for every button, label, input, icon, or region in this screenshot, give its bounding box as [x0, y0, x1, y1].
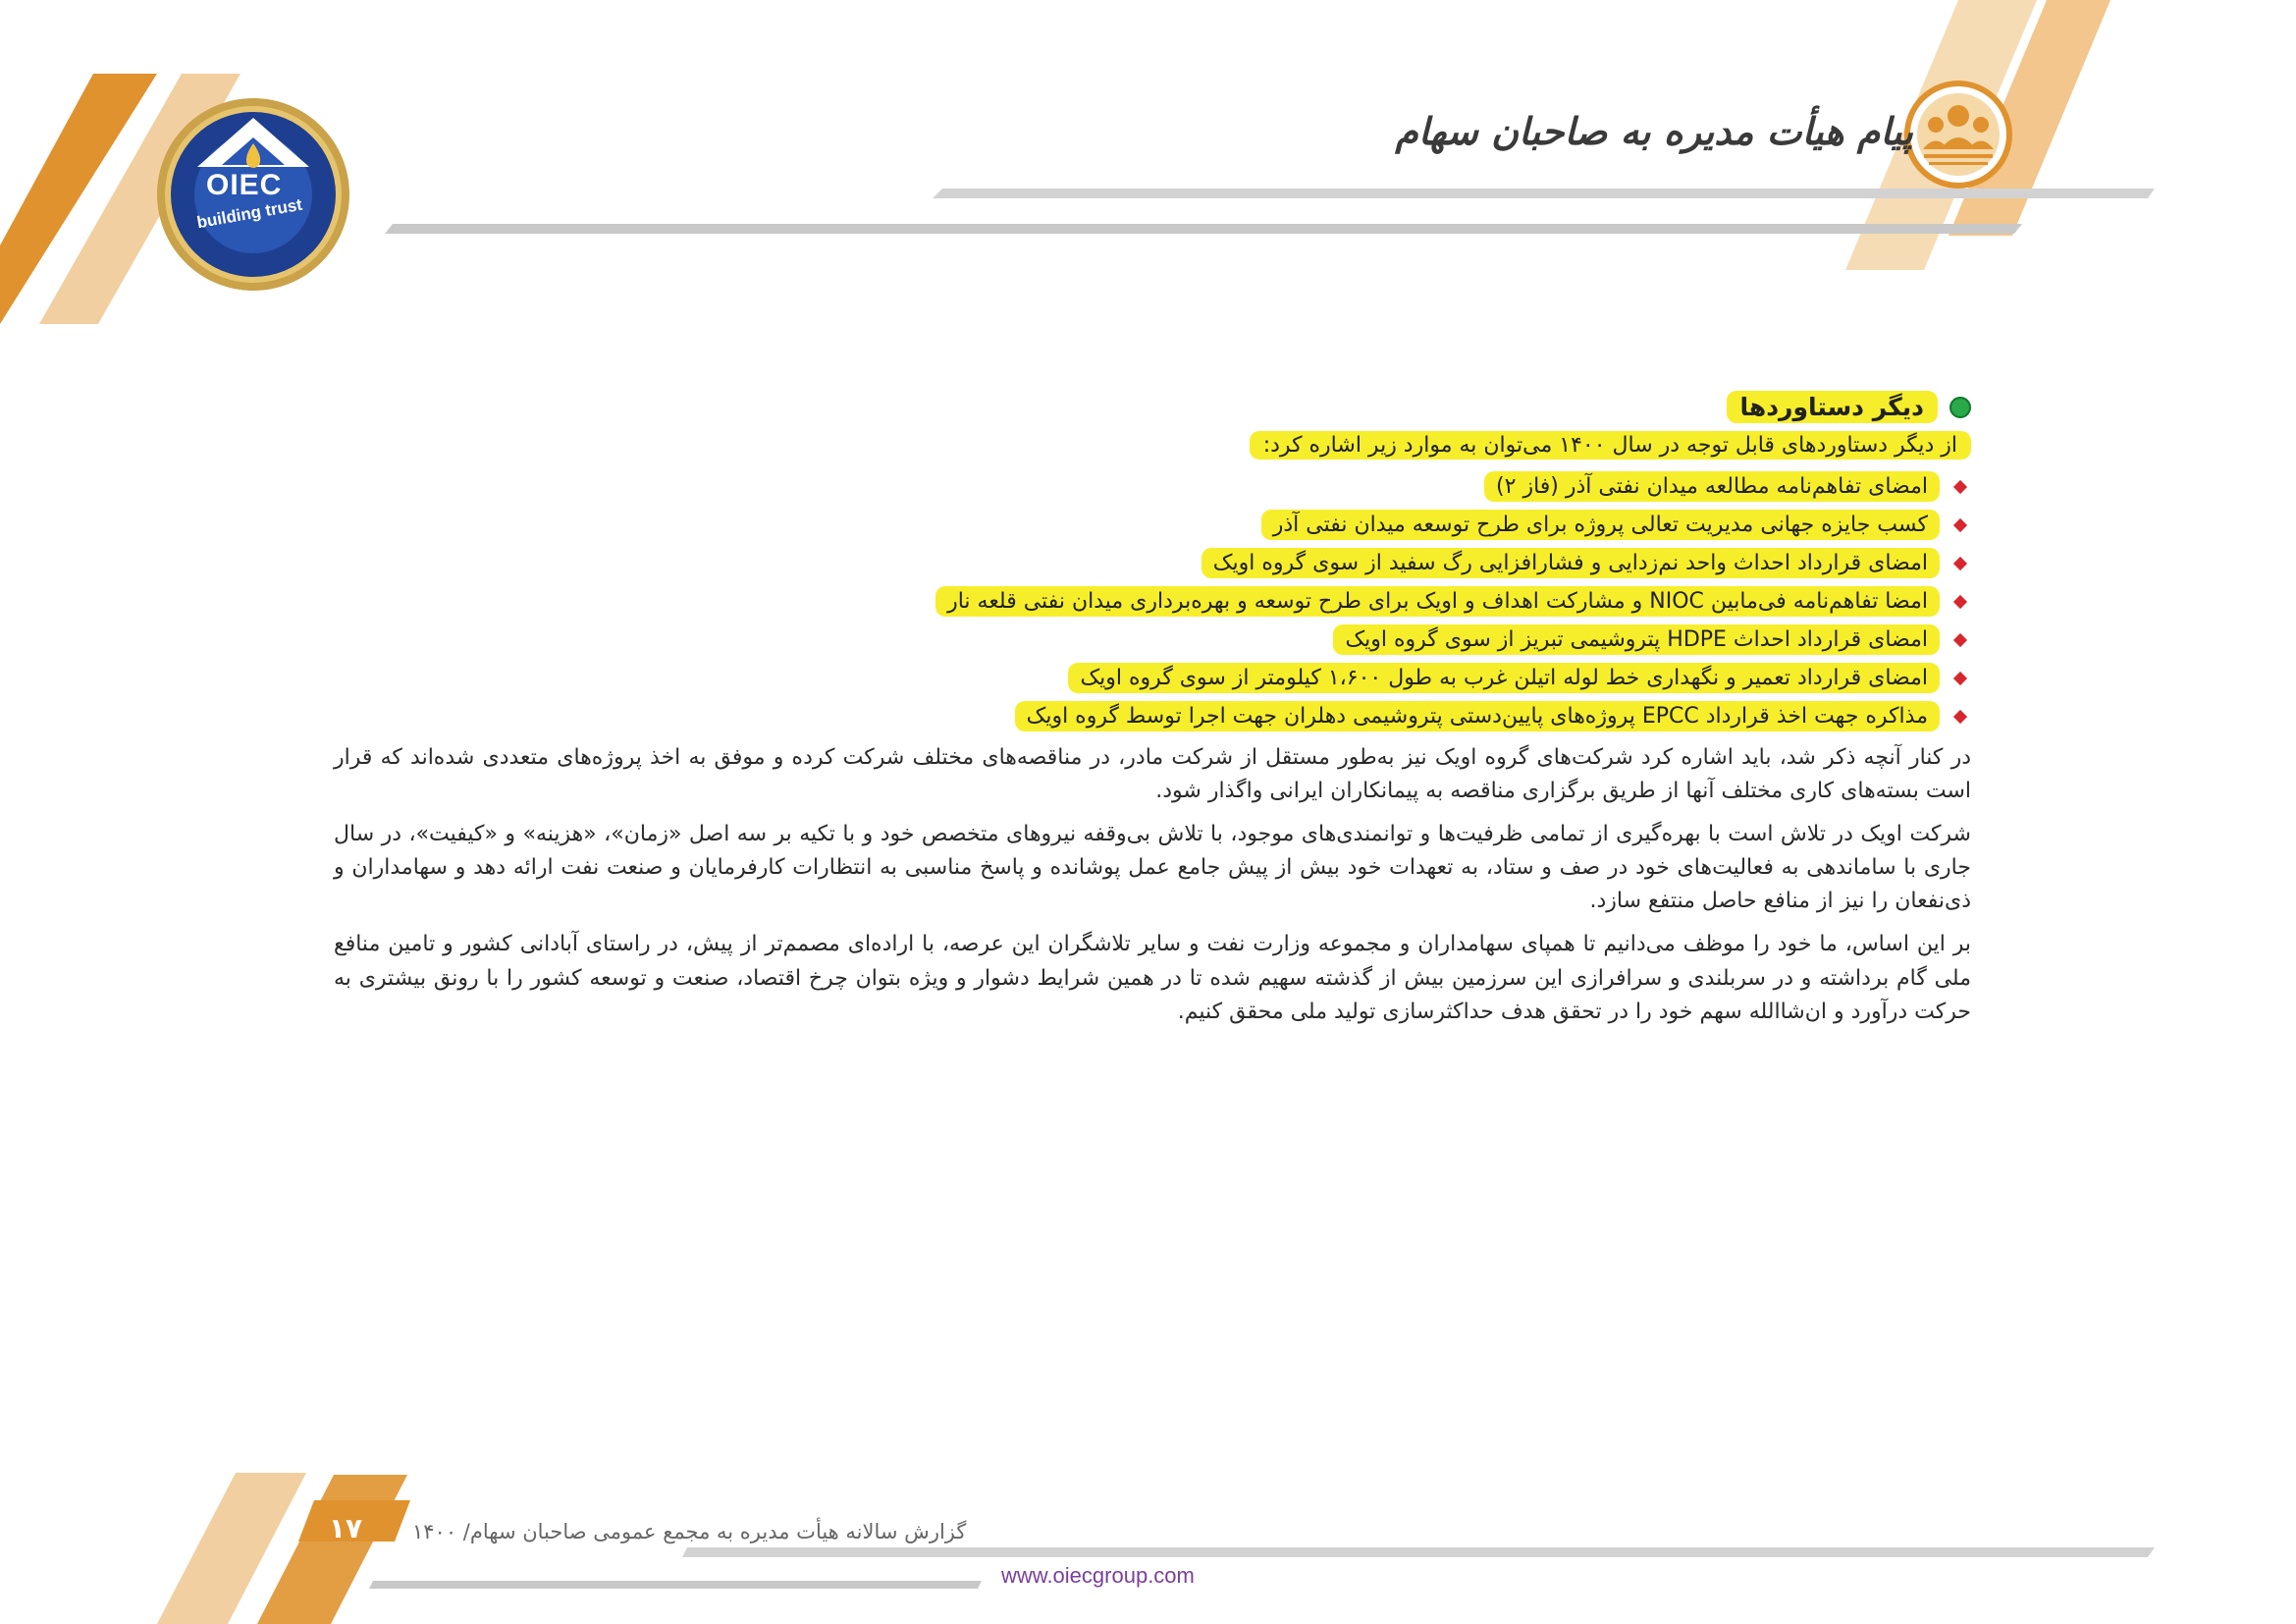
- diamond-bullet-icon: [1953, 709, 1967, 723]
- footer-rule-top: [682, 1547, 2155, 1557]
- logo-tagline: building trust: [195, 194, 304, 233]
- list-item: [334, 548, 1971, 578]
- list-item-text: امضای تفاهم‌نامه مطالعه میدان نفتی آذر (فاز ۲): [1484, 471, 1940, 502]
- diamond-bullet-icon: [1953, 671, 1967, 684]
- header-rule-bottom: [385, 224, 2022, 234]
- list-item-text: امضای قرارداد تعمیر و نگهداری خط لوله اتیلن غرب به طول ۱،۶۰۰ کیلومتر از سوی گروه اویک: [1068, 663, 1940, 693]
- section-title: دیگر دستاوردها: [1727, 391, 1939, 423]
- footer-rule-bottom: [369, 1581, 982, 1589]
- list-item: [334, 510, 1971, 540]
- section-heading: [334, 391, 1971, 423]
- header-rule-top: [933, 189, 2155, 198]
- green-bullet-icon: [1949, 397, 1971, 418]
- list-item-text: امضای قرارداد احداث واحد نم‌زدایی و فشارافزایی رگ سفید از سوی گروه اویک: [1201, 548, 1940, 578]
- body-paragraph-2: شرکت اویک در تلاش است با بهره‌گیری از تمامی ظرفیت‌ها و توانمندی‌های موجود، با تلاش بی‌وقفه نیروهای متخصص خود و با تکیه بر سه اصل «زمان»، «هزینه» و «کیفیت»، در سال جاری با ساماندهی به فعالیت‌های خود در صف و ستاد، به تعهدات خود بیش از پیش جامع عمل پوشانده و پاسخ مناسبی به انتظارات کارفرمایان و صنعت نفت ارائه دهد و سهامداران و ذی‌نفعان را نیز از منافع حاصل منتفع سازد.: [334, 822, 1971, 914]
- list-item: [334, 471, 1971, 502]
- list-item-text: امضا تفاهم‌نامه فی‌مابین NIOC و مشارکت اهداف و اویک برای طرح توسعه و بهره‌برداری میدان نفتی قلعه نار: [935, 586, 1940, 617]
- list-item: [334, 663, 1971, 693]
- footer-caption: گزارش سالانه هیأت مدیره به مجمع عمومی صاحبان سهام/ ۱۴۰۰: [412, 1520, 967, 1543]
- main-content: [334, 391, 1971, 1037]
- diamond-bullet-icon: [1953, 517, 1967, 531]
- body-paragraph-1: در کنار آنچه ذکر شد، باید اشاره کرد شرکت‌های گروه اویک نیز به‌طور مستقل از شرکت مادر، در مناقصه‌های مختلف شرکت کرده و موفق به اخذ پروژه‌های متعددی شده‌اند که قرار است بسته‌های کاری مختلف آنها از طریق برگزاری مناقصه به پیمانکاران ایرانی واگذار شود.: [334, 745, 1971, 804]
- achievements-list: [334, 471, 1971, 731]
- page-title: پیام هیأت مدیره به صاحبان سهام: [1395, 110, 1913, 153]
- list-item-text: کسب جایزه جهانی مدیریت تعالی پروژه برای طرح توسعه میدان نفتی آذر: [1261, 510, 1940, 540]
- diamond-bullet-icon: [1953, 556, 1967, 569]
- section-intro: [334, 431, 1971, 460]
- logo-brand: OIEC: [206, 169, 283, 201]
- footer-website-link[interactable]: www.oiecgroup.com: [1001, 1563, 1195, 1588]
- diamond-bullet-icon: [1953, 479, 1967, 493]
- list-item-text: مذاکره جهت اخذ قرارداد EPCC پروژه‌های پایین‌دستی پتروشیمی دهلران جهت اجرا توسط گروه اویک: [1015, 701, 1940, 731]
- page-number: ۱۷: [328, 1512, 363, 1544]
- people-group-icon: [1907, 83, 2009, 186]
- section-intro-text: از دیگر دستاوردهای قابل توجه در سال ۱۴۰۰ می‌توان به موارد زیر اشاره کرد:: [1250, 431, 1971, 460]
- list-item-text: امضای قرارداد احداث HDPE پتروشیمی تبریز از سوی گروه اویک: [1333, 624, 1940, 655]
- body-paragraph-3: بر این اساس، ما خود را موظف می‌دانیم تا همپای سهامداران و مجموعه وزارت نفت و سایر تلاشگران این عرصه، با اراده‌ای مصمم‌تر از پیش، در راستای آبادانی کشور و تامین منافع ملی گام برداشته و در سربلندی و سرافرازی این سرزمین بیش از گذشته سهیم شده تا در همین شرایط دشوار و ویژه بتوان چرخ اقتصاد، صنعت و توسعه کشور را با رونق بیشتری به حرکت درآورد و ان‌شاالله سهم خود را در تحقق هدف حداکثرسازی تولید ملی محقق کنیم.: [334, 932, 1971, 1024]
- list-item: [334, 624, 1971, 655]
- diamond-bullet-icon: [1953, 594, 1967, 608]
- list-item: [334, 701, 1971, 731]
- list-item: [334, 586, 1971, 617]
- diamond-bullet-icon: [1953, 632, 1967, 646]
